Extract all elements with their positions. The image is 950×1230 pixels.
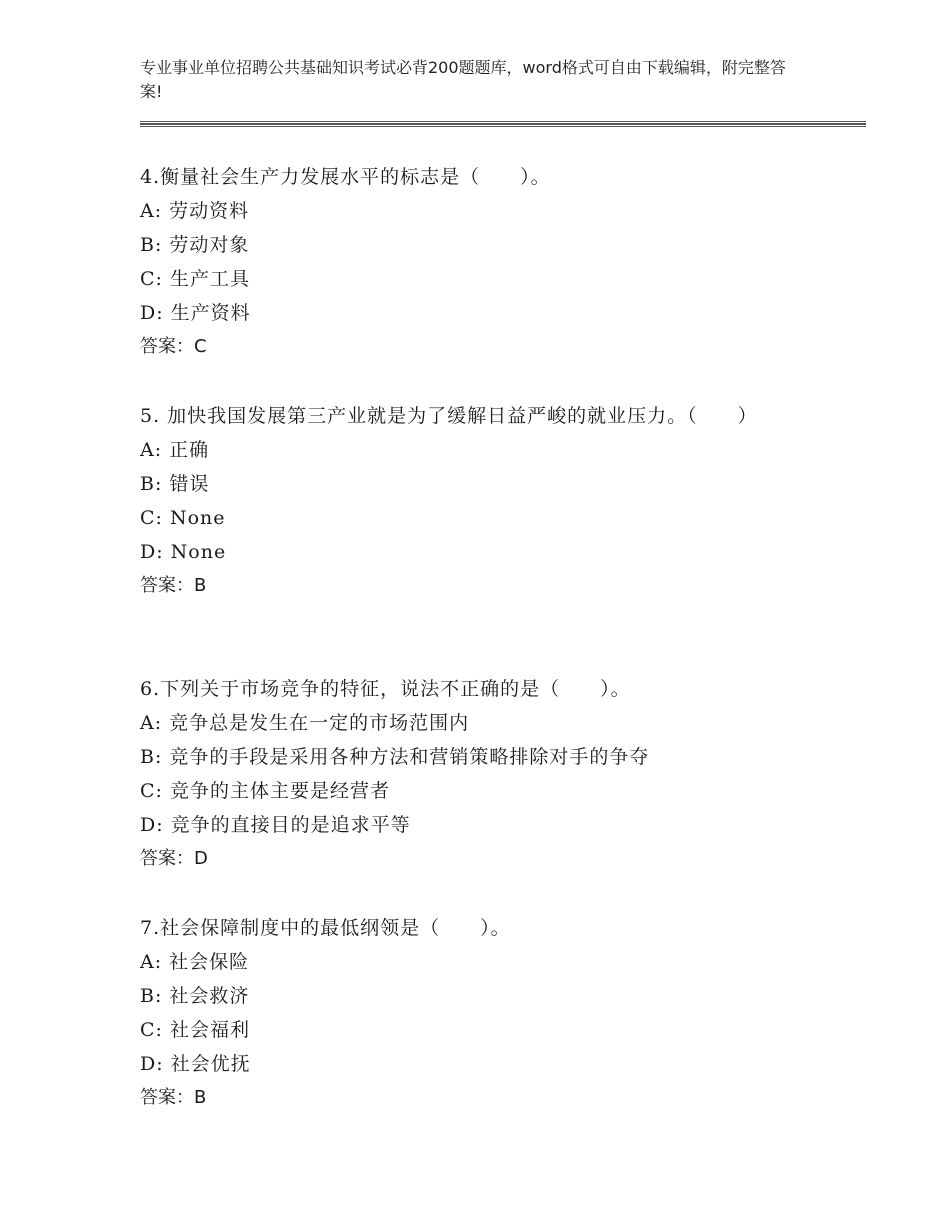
option-d: D: 竞争的直接目的是追求平等 bbox=[140, 814, 411, 836]
answer-label: 答案：D bbox=[140, 848, 208, 869]
option-d: D: 生产资料 bbox=[140, 302, 251, 324]
option-d: D: 社会优抚 bbox=[140, 1053, 251, 1075]
question-title: 5. 加快我国发展第三产业就是为了缓解日益严峻的就业压力。（ ） bbox=[140, 405, 758, 427]
option-a: A: 正确 bbox=[140, 439, 210, 461]
question-4 bbox=[140, 160, 840, 364]
option-a: A: 社会保险 bbox=[140, 951, 250, 973]
header-rule-bottom bbox=[140, 126, 866, 127]
question-title: 6.下列关于市场竞争的特征，说法不正确的是（ ）。 bbox=[140, 678, 631, 700]
question-7 bbox=[140, 911, 840, 1115]
question-title: 4.衡量社会生产力发展水平的标志是（ ）。 bbox=[140, 166, 551, 188]
option-a: A: 竞争总是发生在一定的市场范围内 bbox=[140, 712, 470, 734]
option-c: C: 竞争的主体主要是经营者 bbox=[140, 780, 390, 802]
answer-label: 答案：C bbox=[140, 336, 207, 357]
option-b: B: 错误 bbox=[140, 473, 210, 495]
header-rule-middle bbox=[140, 123, 866, 125]
option-c: C: 生产工具 bbox=[140, 268, 250, 290]
question-title: 7.社会保障制度中的最低纲领是（ ）。 bbox=[140, 917, 511, 939]
answer-label: 答案：B bbox=[140, 1087, 207, 1108]
option-c: C: None bbox=[140, 507, 226, 529]
option-b: B: 劳动对象 bbox=[140, 234, 250, 256]
answer-label: 答案：B bbox=[140, 575, 207, 596]
option-b: B: 竞争的手段是采用各种方法和营销策略排除对手的争夺 bbox=[140, 746, 650, 768]
header-rule-top bbox=[140, 121, 866, 122]
option-b: B: 社会救济 bbox=[140, 985, 250, 1007]
option-c: C: 社会福利 bbox=[140, 1019, 250, 1041]
option-a: A: 劳动资料 bbox=[140, 200, 250, 222]
document-header: 专业事业单位招聘公共基础知识考试必背200题题库，word格式可自由下载编辑，附完整答案! bbox=[140, 58, 786, 101]
option-d: D: None bbox=[140, 541, 227, 563]
question-6 bbox=[140, 672, 840, 876]
question-5 bbox=[140, 399, 840, 603]
